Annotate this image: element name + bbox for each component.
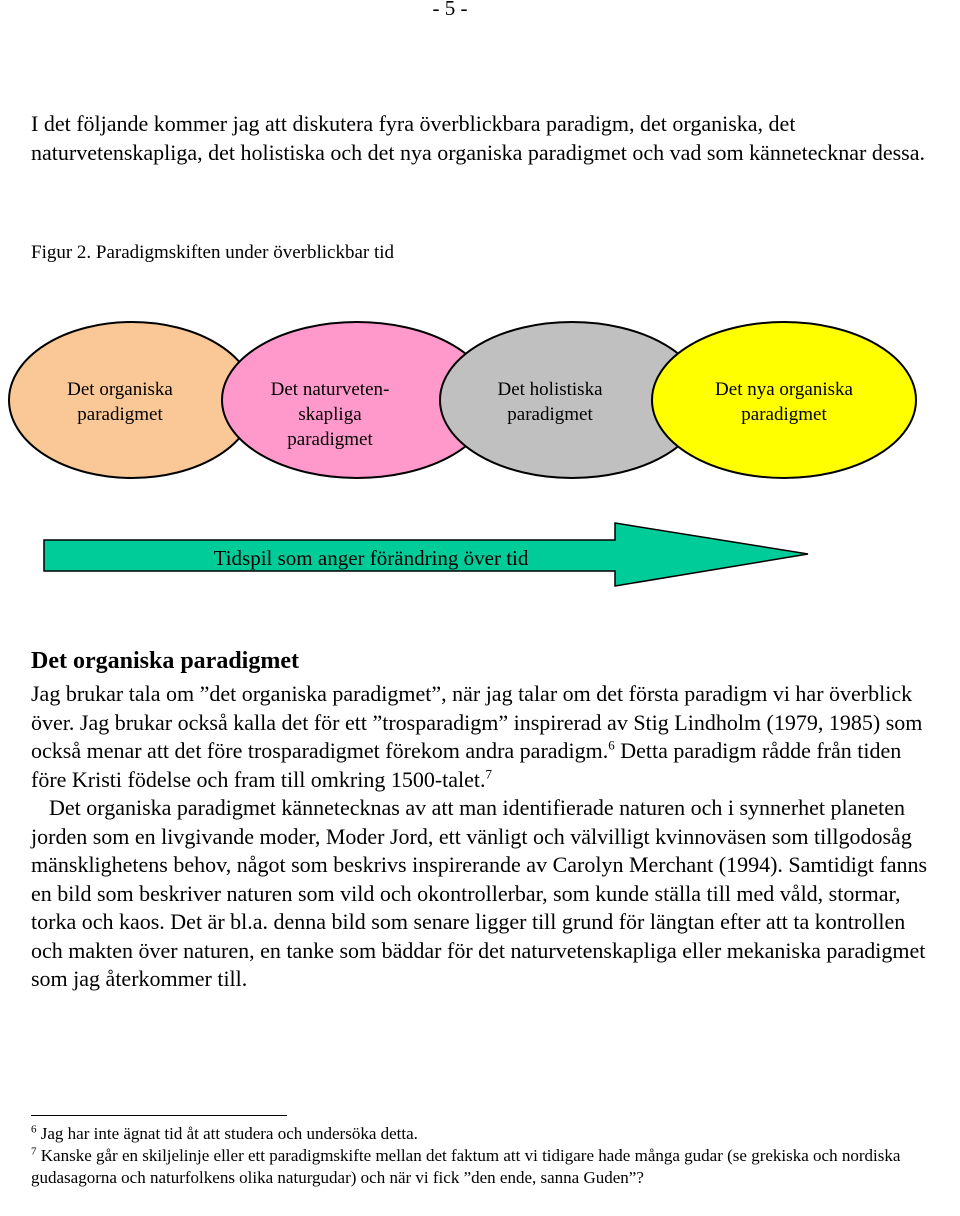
footnote-text: Kanske går en skiljelinje eller ett paradigmskifte mellan det faktum att vi tidigare hade många gudar (se grekiska och nordiska gudasagorna och naturfolkens olika naturgudar) och när vi fick ”den ende, sanna Guden”? — [31, 1146, 901, 1187]
page-number: - 5 - — [432, 0, 468, 20]
section-heading: Det organiska paradigmet — [31, 648, 299, 674]
footnote-number: 6 — [31, 1123, 37, 1136]
ellipse-label-holistic: Det holistiska paradigmet — [497, 379, 603, 425]
time-arrow-label: Tidspil som anger förändring över tid — [213, 546, 529, 570]
paradigm-diagram — [0, 310, 960, 610]
section-organic-paradigm — [31, 647, 936, 994]
ellipse-new-organic — [652, 322, 916, 478]
p1-text-1: Jag brukar tala om ”det organiska paradigmet”, när jag talar om det första paradigm vi har överblick över. Jag brukar också kalla det för ett ”trosparadigm” inspirerad av Stig Lindholm (1979, 1985) som också menar att det före trosparadigmet förekom andra paradigm. — [31, 681, 923, 763]
footnote-number: 7 — [31, 1145, 37, 1158]
time-arrow — [44, 523, 808, 586]
footnote-text: Jag har inte ägnat tid åt att studera och undersöka detta. — [36, 1124, 418, 1143]
section-paragraph-1 — [31, 680, 936, 794]
footnotes — [31, 1123, 931, 1189]
paradigm-ellipses — [9, 322, 916, 478]
ellipse-label-new-organic: Det nya organiska paradigmet — [715, 379, 853, 425]
intro-paragraph — [31, 109, 931, 167]
footnote-6 — [31, 1123, 931, 1145]
ellipse-organic — [9, 322, 255, 478]
footnote-ref-7[interactable]: 7 — [485, 766, 493, 782]
section-paragraph-2: Det organiska paradigmet kännetecknas av att man identifierade naturen och i synnerhet planeten jorden som en livgivande moder, Moder Jord, ett vänligt och välvilligt kvinnoväsen som tillgodosåg mänsklighetens behov, något som beskrivs inspirerande av Carolyn Merchant (1994). Samtidigt fanns en bild som beskriver naturen som vild och okontrollerbar, som kunde ställa till med våld, stormar, torka och kaos. Det är bl.a. denna bild som senare ligger till grund för längtan efter att ta kontrollen och makten över naturen, en tanke som bäddar för det naturvetenskapliga eller mekaniska paradigmet som jag återkommer till. — [31, 795, 928, 991]
footnote-divider — [31, 1115, 287, 1116]
figure-caption: Figur 2. Paradigmskiften under överblickbar tid — [31, 242, 395, 263]
p1-text-2: Detta paradigm rådde från tiden före Kristi födelse och fram till omkring 1500-talet. — [31, 738, 902, 792]
footnote-7 — [31, 1145, 931, 1189]
ellipse-label-natural-science: Det naturveten-skapliga paradigmet — [270, 379, 390, 450]
intro-text: I det följande kommer jag att diskutera fyra överblickbara paradigm, det organiska, det naturvetenskapliga, det holistiska och det nya organiska paradigmet och vad som kännetecknar dessa. — [31, 111, 925, 165]
ellipse-label-organic: Det organiska paradigmet — [67, 379, 173, 425]
footnote-ref-6[interactable]: 6 — [608, 737, 615, 753]
